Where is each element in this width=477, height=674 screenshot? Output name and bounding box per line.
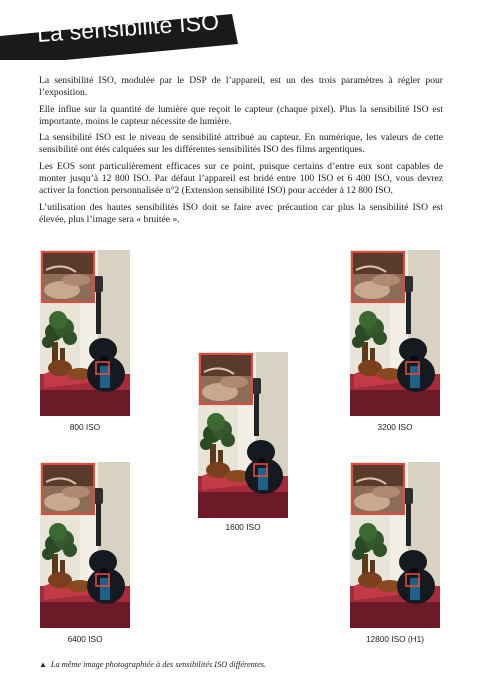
photo-800-iso: [40, 250, 130, 416]
page-title: La sensibilité ISO: [36, 8, 221, 48]
figure-footnote: [39, 660, 266, 669]
photo-6400-iso: [40, 462, 130, 628]
photo-caption: 12800 ISO (H1): [365, 634, 425, 644]
title-banner: [0, 0, 477, 60]
paragraph: La sensibilité ISO, modulée par le DSP de l’appareil, est un des trois paramètres à régler pour l’exposition.: [39, 75, 443, 99]
paragraph: La sensibilité ISO est le niveau de sensibilité attribué au capteur. En numérique, les valeurs de cette sensibilité ont étés calquées sur les différentes sensibilités ISO des films argentiques.: [39, 132, 443, 156]
paragraph: L’utilisation des hautes sensibilités ISO doit se faire avec précaution car plus la sensibilité ISO est élevée, plus l’image sera « bruitée ».: [39, 201, 443, 225]
paragraph: Elle influe sur la quantité de lumière que reçoit le capteur (chaque pixel). Plus la sensibilité ISO est importante, moins le capteur nécessite de lumière.: [39, 103, 443, 127]
paragraph: Les EOS sont particulièrement efficaces sur ce point, puisque certains d’entre eux sont capables de monter jusqu’à 12 800 ISO. Par défaut l’appareil est bridé entre 100 ISO et 6 400 ISO, vous devrez activer la fonction personnalisée n°2 (Extension sensibilité ISO) pour accéder à 12 800 ISO.: [39, 160, 443, 197]
body-text: [39, 75, 443, 230]
photo-caption: 1600 ISO: [225, 522, 261, 532]
photo-1600-iso: [198, 352, 288, 518]
photo-caption: 6400 ISO: [67, 634, 103, 644]
footnote-text: La même image photographiée à des sensibilités ISO différentes.: [50, 660, 267, 669]
photo-12800-iso: [350, 462, 440, 628]
photo-caption: 800 ISO: [69, 422, 101, 432]
triangle-up-icon: ▲: [39, 660, 47, 669]
photo-caption: 3200 ISO: [377, 422, 413, 432]
photo-3200-iso: [350, 250, 440, 416]
